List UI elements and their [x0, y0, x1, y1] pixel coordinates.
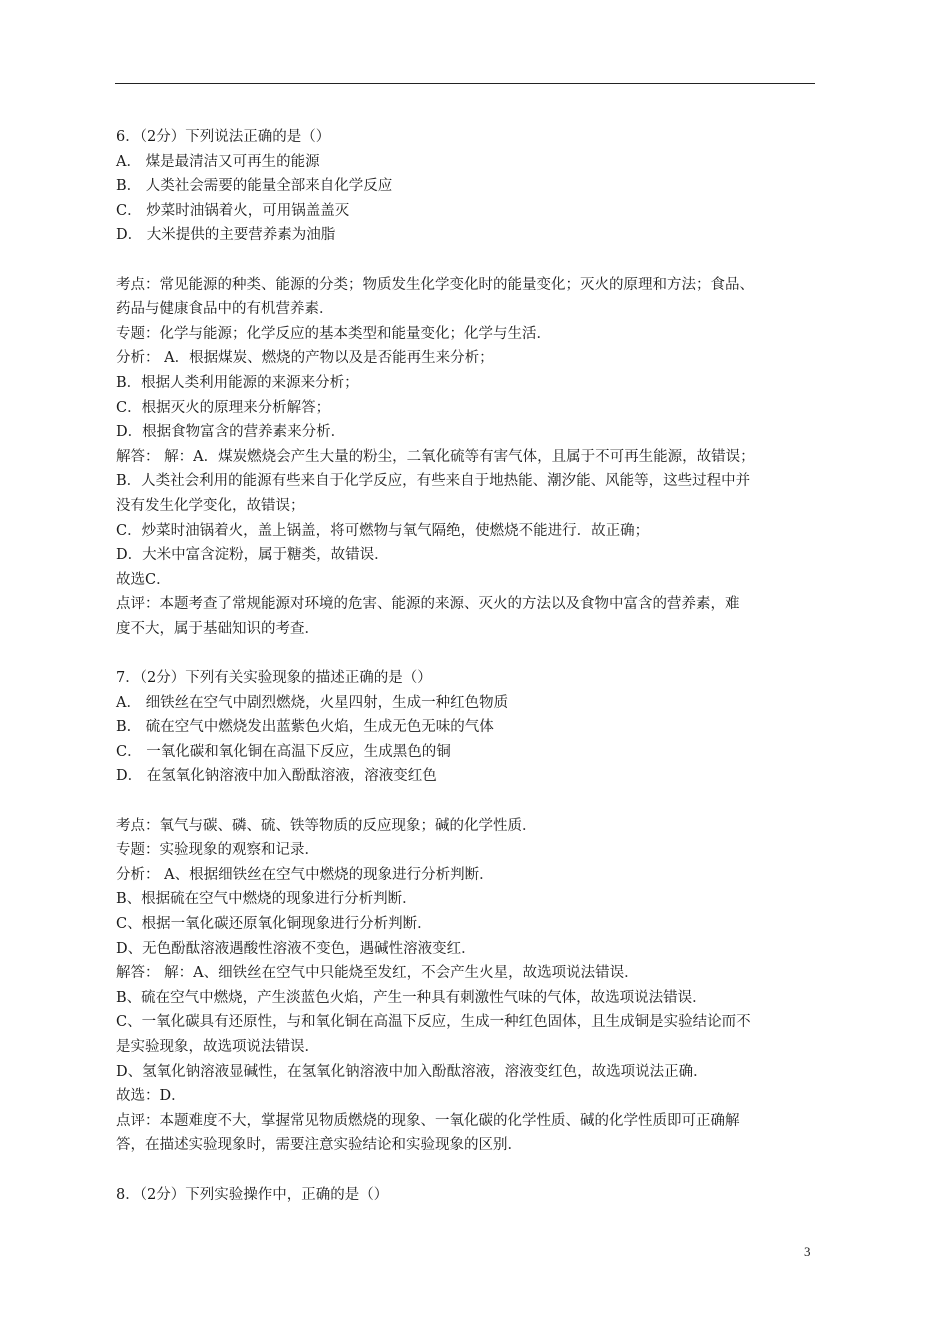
option-c: C． 炒菜时油锅着火，可用锅盖盖灭 — [116, 202, 350, 219]
question-stem: 6．（2分）下列说法正确的是（） — [116, 129, 331, 145]
question-stem: 7．（2分）下列有关实验现象的描述正确的是（） — [116, 670, 432, 687]
analysis-line: 专题：化学与能源；化学反应的基本类型和能量变化；化学与生活． — [116, 325, 551, 342]
analysis-line: 度不大，属于基础知识的考查． — [116, 620, 319, 637]
analysis-line: 故选C． — [116, 571, 171, 588]
analysis-line: D、无色酚酞溶液遇酸性溶液不变色，遇碱性溶液变红． — [116, 940, 476, 957]
analysis-line: C、根据一氧化碳还原氧化铜现象进行分析判断． — [116, 916, 432, 932]
option-b: B． 人类社会需要的能量全部来自化学反应 — [116, 178, 393, 195]
header-rule — [115, 83, 815, 84]
analysis-line: C．根据灭火的原理来分析解答； — [116, 399, 331, 416]
analysis-line: 分析： A．根据煤炭、燃烧的产物以及是否能再生来分析； — [116, 350, 494, 367]
analysis-line: 没有发生化学变化，故错误； — [116, 497, 305, 514]
question-8 — [116, 1183, 831, 1208]
analysis-line: D．大米中富含淀粉，属于糖类，故错误． — [116, 547, 389, 564]
option-b: B． 硫在空气中燃烧发出蓝紫色火焰，生成无色无味的气体 — [116, 719, 494, 736]
option-d: D． 大米提供的主要营养素为油脂 — [116, 227, 336, 244]
analysis-line: D．根据食物富含的营养素来分析． — [116, 424, 346, 441]
analysis-line: D、氢氧化钠溶液显碱性，在氢氧化钠溶液中加入酚酞溶液，溶液变红色，故选项说法正确． — [116, 1063, 708, 1080]
analysis-line: 答，在描述实验现象时，需要注意实验结论和实验现象的区别． — [116, 1137, 522, 1154]
question-stem: 8．（2分）下列实验操作中，正确的是（） — [116, 1186, 389, 1203]
option-d: D． 在氢氧化钠溶液中加入酚酞溶液，溶液变红色 — [116, 768, 437, 785]
option-a: A． 煤是最清洁又可再生的能源 — [116, 153, 320, 170]
analysis-line: 解答： 解：A、细铁丝在空气中只能烧至发红，不会产生火星，故选项说法错误． — [116, 965, 639, 982]
analysis-line: B、根据硫在空气中燃烧的现象进行分析判断． — [116, 891, 417, 908]
analysis-line: 是实验现象，故选项说法错误． — [116, 1038, 319, 1055]
option-c: C． 一氧化碳和氧化铜在高温下反应，生成黑色的铜 — [116, 743, 451, 760]
analysis-line: 专题：实验现象的观察和记录． — [116, 842, 319, 859]
analysis-line: 分析： A、根据细铁丝在空气中燃烧的现象进行分析判断． — [116, 866, 494, 883]
analysis-line: C．炒菜时油锅着火，盖上锅盖，将可燃物与氧气隔绝，使燃烧不能进行．故正确； — [116, 522, 650, 539]
analysis-line: 药品与健康食品中的有机营养素． — [116, 301, 334, 318]
option-a: A． 细铁丝在空气中剧烈燃烧，火星四射，生成一种红色物质 — [116, 694, 509, 711]
page-number: 3 — [804, 1244, 811, 1259]
page-content — [116, 125, 831, 1207]
analysis-line: B．人类社会利用的能源有些来自于化学反应，有些来自于地热能、潮汐能、风能等，这些过程中并 — [116, 473, 751, 490]
analysis-line: 解答： 解：A．煤炭燃烧会产生大量的粉尘，二氧化硫等有害气体，且属于不可再生能源，故错误； — [116, 448, 755, 465]
analysis-line: 点评：本题考查了常规能源对环境的危害、能源的来源、灭火的方法以及食物中富含的营养素，难 — [116, 596, 740, 613]
question-7 — [116, 666, 831, 1158]
analysis-line: B．根据人类利用能源的来源来分析； — [116, 374, 359, 391]
analysis-line: B、硫在空气中燃烧，产生淡蓝色火焰，产生一种具有刺激性气味的气体，故选项说法错误． — [116, 989, 707, 1006]
analysis-line: 点评：本题难度不大，掌握常见物质燃烧的现象、一氧化碳的化学性质、碱的化学性质即可正确解 — [116, 1112, 740, 1129]
analysis-line: 考点：常见能源的种类、能源的分类；物质发生化学变化时的能量变化；灭火的原理和方法；食品、 — [116, 276, 754, 293]
analysis-line: 考点：氧气与碳、磷、硫、铁等物质的反应现象；碱的化学性质． — [116, 817, 537, 834]
analysis-line: C、一氧化碳具有还原性，与和氧化铜在高温下反应，生成一种红色固体，且生成铜是实验结论而不 — [116, 1014, 751, 1031]
question-6 — [116, 125, 831, 641]
analysis-line: 故选：D． — [116, 1088, 186, 1105]
